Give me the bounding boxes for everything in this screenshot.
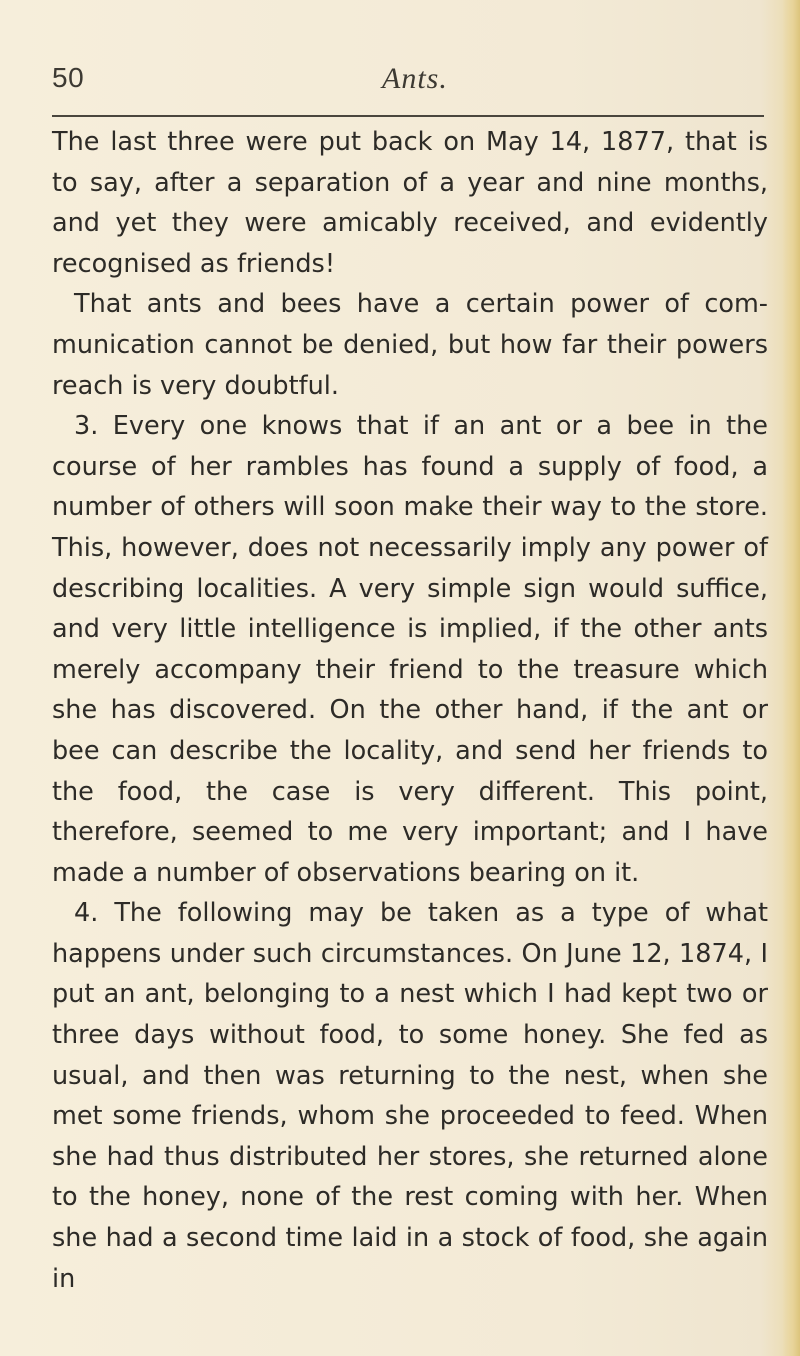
paragraph: 4. The following may be taken as a type of what happens under such circumstances. On June 12, 1874, I put an ant, belonging to a nest which I had kept two or three days without food, to some honey. She fed as usual, and then was returning to the nest, when she met some friends, whom she proceeded to feed. When she had thus distributed her stores, she returned alone to the honey, none of the rest coming with her. When she had a second time laid in a stock of food, she again in xyxy=(52,898,768,1294)
header-rule xyxy=(52,115,764,117)
page-number: 50 xyxy=(52,62,85,93)
running-title: Ants. xyxy=(382,62,448,95)
paragraph: The last three were put back on May 14, 1877, that is to say, after a separation of a year and nine months, and yet they were amicably received, and evidently recognised as friends! xyxy=(52,127,768,279)
page-edge-shadow xyxy=(782,0,800,1356)
paragraph: 3. Every one knows that if an ant or a bee in the course of her rambles has found a supply of food, a number of others will soon make their way to the store. This, however, does not necessarily imply any power of describing localities. A very simple sign would suffice, and very little intelligence is implied, if the other ants merely accompany their friend to the treasure which she has discovered. On the other hand, if the ant or bee can describe the locality, and send her friends to the food, the case is very different. This point, therefore, seemed to me very important; and I have made a number of observations bearing on it. xyxy=(52,411,768,888)
body-text xyxy=(52,122,768,1299)
page-header xyxy=(52,62,764,102)
paragraph: That ants and bees have a certain power of communication cannot be denied, but how far their powers reach is very doubtful. xyxy=(52,289,768,401)
